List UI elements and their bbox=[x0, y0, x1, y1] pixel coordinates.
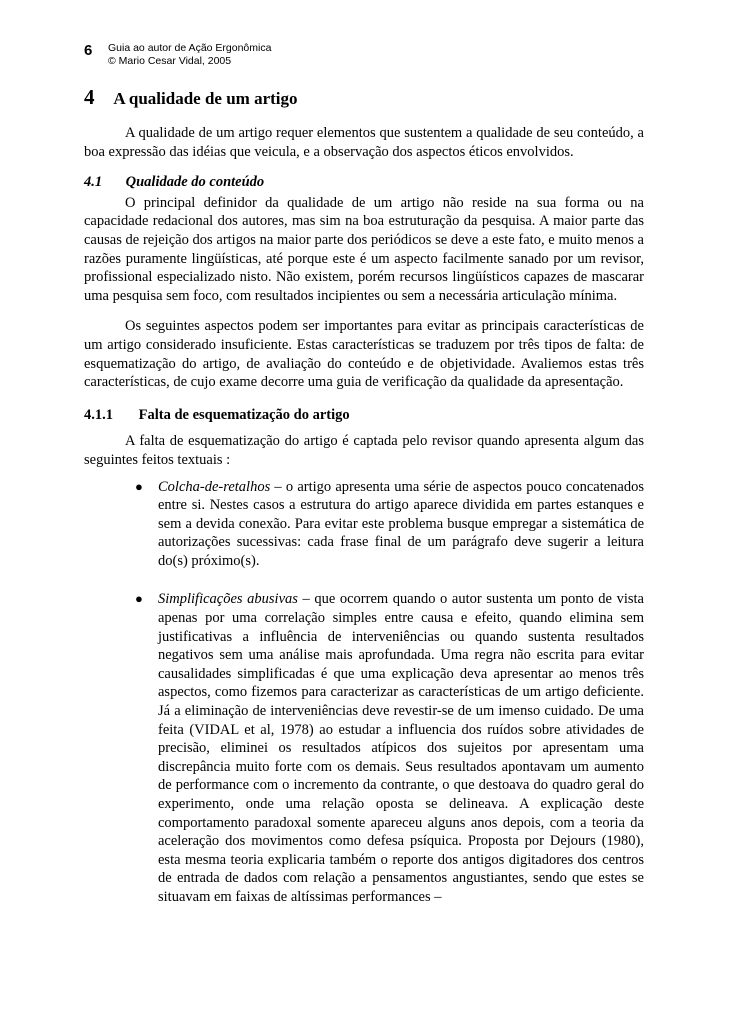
bullet-icon: ● bbox=[135, 478, 143, 494]
page-content bbox=[84, 86, 644, 927]
header-book-title: Guia ao autor de Ação Ergonômica bbox=[108, 42, 272, 54]
subsection-title: Falta de esquematização do artigo bbox=[138, 406, 350, 423]
subsection-number: 4.1.1 bbox=[84, 406, 113, 423]
chapter-title: A qualidade de um artigo bbox=[113, 89, 298, 108]
header-text bbox=[108, 42, 271, 68]
subsection-intro-paragraph: A falta de esquematização do artigo é captada pelo revisor quando apresenta algum das seguintes feitos textuais : bbox=[84, 433, 644, 468]
list-item bbox=[84, 590, 644, 906]
list-item-body: – que ocorrem quando o autor sustenta um ponto de vista apenas por uma correlação simples entre causa e efeito, quando elimina sem justificativas a influência de interveniências ou quando sustenta resultados negativos sem uma análise mais aprofundada. Uma regra não escrita para evitar causalidades simplificadas é que uma explicação deva apresentar ao menos três aspectos, como fizemos para caracterizar as características de um artigo deficiente. Já a eliminação de interveniências deve revestir-se de um imenso cuidado. De uma feita (VIDAL et al, 1978) ao estudar a influencia dos ruídos sobre atividades de precisão, eliminei os resultados atípicos dos sujeitos por apresentam uma discrepância muito forte com os demais. Seus resultados apontavam um aumento de performance com o incremento da contrante, o que destoava do quadro geral do experimento, onde uma relação oposta se delineava. A explicação deste comportamento paradoxal somente apareceu alguns anos depois, com a teoria da aceleração dos movimentos como defesa psíquica. Proposta por Dejours (1980), esta mesma teoria explicaria também o reporte dos antigos digitadores dos centros de entrada de dados com relação a pensamentos angustiantes, sendo que estes se situavam em faixas de altíssimas performances – bbox=[158, 591, 644, 905]
page-number: 6 bbox=[84, 42, 93, 59]
chapter-number: 4 bbox=[84, 85, 95, 109]
list-item-term: Simplificações abusivas bbox=[158, 591, 298, 608]
section-4-1-paragraph-1: O principal definidor da qualidade de um artigo não reside na sua forma ou na capacidade redacional dos autores, mas sim na boa estruturação da pesquisa. A maior parte das causas de rejeição dos artigos na maior parte dos periódicos se deve a este fato, e muito menos a razões puramente lingüísticas, até porque este é um aspecto facilmente sanado por um revisor, profissional especializado nisto. Não existem, porém recursos lingüísticos capazes de mascarar uma pesquisa sem foco, com resultados incipientes ou sem a necessária articulação mínima. bbox=[84, 194, 644, 304]
section-title: Qualidade do conteúdo bbox=[125, 174, 265, 191]
list-item-text bbox=[158, 590, 644, 906]
section-4-1-paragraph-2: Os seguintes aspectos podem ser importantes para evitar as principais características de um artigo considerado insuficiente. Estas características se traduzem por três tipos de falta: de esquematização do artigo, de avaliação do conteúdo e de objetividade. Avaliemos estas três características, de cujo exame decorre uma guia de verificação da qualidade da apresentação. bbox=[84, 318, 644, 391]
section-number: 4.1 bbox=[84, 174, 103, 191]
chapter-intro-paragraph: A qualidade de um artigo requer elementos que sustentem a qualidade de seu conteúdo, a boa expressão das idéias que veicula, e a observação dos aspectos éticos envolvidos. bbox=[84, 125, 644, 160]
list-item-text bbox=[158, 478, 644, 571]
chapter-heading bbox=[84, 86, 644, 110]
bullet-icon: ● bbox=[135, 591, 143, 607]
list-item bbox=[84, 478, 644, 571]
bullet-list bbox=[84, 478, 644, 907]
list-item-term: Colcha-de-retalhos bbox=[158, 478, 271, 495]
header-copyright: © Mario Cesar Vidal, 2005 bbox=[108, 55, 232, 67]
section-heading-4-1 bbox=[84, 173, 644, 192]
subsection-heading-4-1-1 bbox=[84, 406, 644, 425]
list-item-body: – o artigo apresenta uma série de aspectos pouco concatenados entre si. Nestes casos a estrutura do artigo aparece dividida em partes estanques e sem a devida conexão. Para evitar este problema busque empregar a sistemática de autorizações sucessivas: cada frase final de um parágrafo deve sugerir a leitura do(s) próximo(s). bbox=[158, 478, 644, 569]
